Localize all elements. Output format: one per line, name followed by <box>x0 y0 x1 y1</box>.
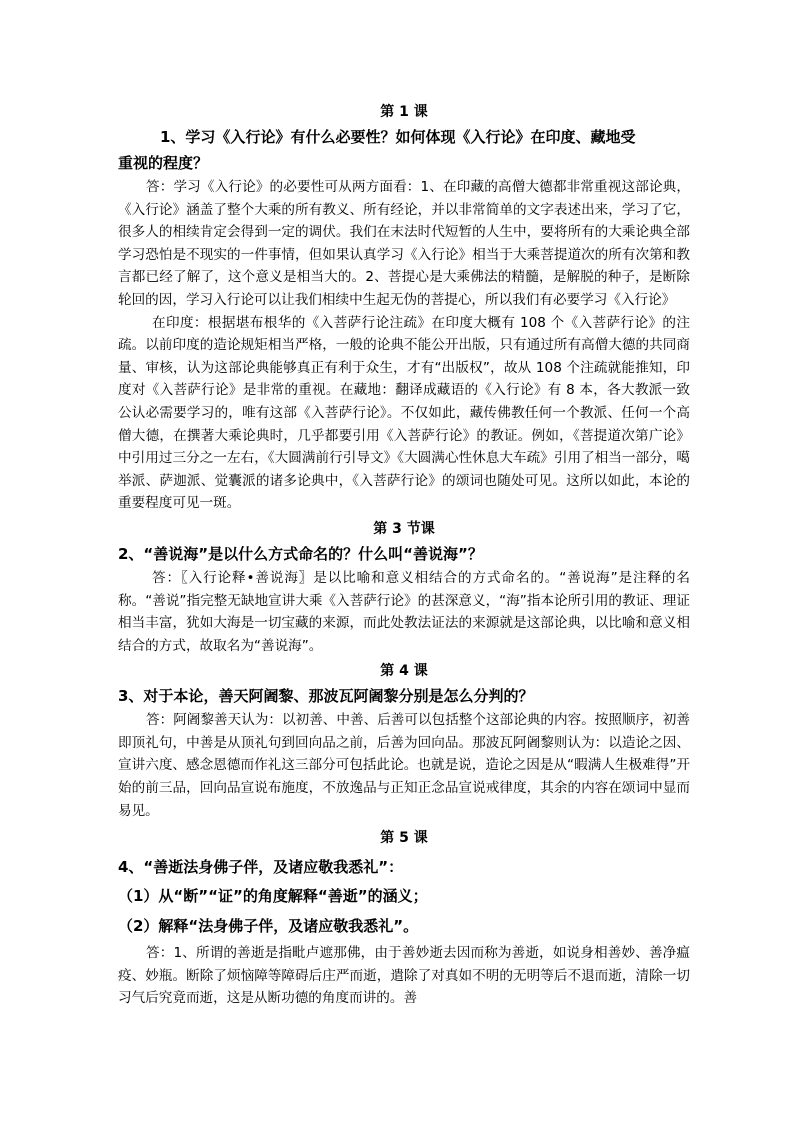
question-3-answer: 答：阿阇黎善天认为：以初善、中善、后善可以包括整个这部论典的内容。按照顺序，初善即顶礼句，中善是从顶礼句到回向品之前，后善为回向品。那波瓦阿阇黎则认为：以造论之因、宣讲六度、感念恩德而作礼这三部分可包括此论。也就是说，造论之因是从“暇满人生极难得”开始的前三品，回向品宣说布施度，不放逸品与正知正念品宣说戒律度，其余的内容在颂词中显而易见。 <box>118 712 690 819</box>
question-4-subquestion-2: （2）解释“法身佛子伴，及诸应敬我悉礼”。 <box>118 917 419 936</box>
question-4-subquestion-1: （1）从“断”“证”的角度解释“善逝”的涵义； <box>118 887 428 906</box>
question-1-title-line1: 1、学习《入行论》有什么必要性？如何体现《入行论》在印度、藏地受 <box>160 128 636 146</box>
lesson-heading-4: 第 4 课 <box>380 663 428 680</box>
question-3-title: 3、对于本论，善天阿阇黎、那波瓦阿阇黎分别是怎么分判的？ <box>118 687 534 706</box>
question-1-answer-part1: 答：学习《入行论》的必要性可从两方面看：1、在印藏的高僧大德都非常重视这部论典，《入行论》涵盖了整个大乘的所有教义、所有经论，并以非常简单的文字表述出来，学习了它，很多人的相续肯定会得到一定的调伏。我们在末法时代短暂的人生中，要将所有的大乘论典全部学习恐怕是不现实的一件事情，但如果认真学习《入行论》相当于大乘菩提道次的所有次第和教言都已经了解了，这个意义是相当大的。2、菩提心是大乘佛法的精髓，是解脱的种子，是断除轮回的因，学习入行论可以让我们相续中生起无伪的菩提心，所以我们有必要学习《入行论》 <box>118 179 690 308</box>
question-4-answer: 答：1、所谓的善逝是指毗卢遮那佛，由于善妙逝去因而称为善逝，如说身相善妙、善净瘟疫、妙瓶。断除了烦恼障等障碍后庄严而逝，遣除了对真如不明的无明等后不退而逝，清除一切习气后究竟而逝，这是从断功德的角度而讲的。善 <box>118 945 690 1007</box>
question-4-title: 4、“善逝法身佛子伴，及诸应敬我悉礼”： <box>118 858 404 877</box>
lesson-heading-1: 第 1 课 <box>380 104 428 120</box>
lesson-heading-3: 第 3 节课 <box>373 520 435 537</box>
question-1-title-line2: 重视的程度？ <box>118 154 209 172</box>
question-2-title: 2、“善说海”是以什么方式命名的？什么叫“善说海”？ <box>118 544 483 563</box>
lesson-heading-5: 第 5 课 <box>380 830 428 847</box>
document-page <box>118 96 690 1010</box>
question-1-answer-part2: 在印度：根据堪布根华的《入菩萨行论注疏》在印度大概有 108 个《入菩萨行论》的注疏。以前印度的造论规矩相当严格，一般的论典不能公开出版，只有通过所有高僧大德的共同商量、审核，认为这部论典能够真正有利于众生，才有“出版权”，故从 108 个注疏就能推知，印度对《入菩萨行论》是非常的重视。在藏地：翻译成藏语的《入行论》有 8 本，各大教派一致公认必需要学习的，唯有这部《入菩萨行论》。不仅如此，藏传佛教任何一个教派、任何一个高僧大德，在撰著大乘论典时，几乎都要引用《入菩萨行论》的教证。例如，《菩提道次第广论》中引用过三分之一左右，《大圆满前行引导文》《大圆满心性休息大车疏》引用了相当一部分，噶举派、萨迦派、觉囊派的诸多论典中，《入菩萨行论》的颂词也随处可见。这所以如此，本论的重要程度可见一斑。 <box>118 314 690 512</box>
question-2-answer: 答：〖入行论释•善说海〗是以比喻和意义相结合的方式命名的。“善说海”是注释的名称。“善说”指完整无缺地宣讲大乘《入菩萨行论》的甚深意义，“海”指本论所引用的教证、理证相当丰富，犹如大海是一切宝藏的来源，而此处教法证法的来源就是这部论典，以比喻和意义相结合的方式，故取名为“善说海”。 <box>118 569 690 654</box>
